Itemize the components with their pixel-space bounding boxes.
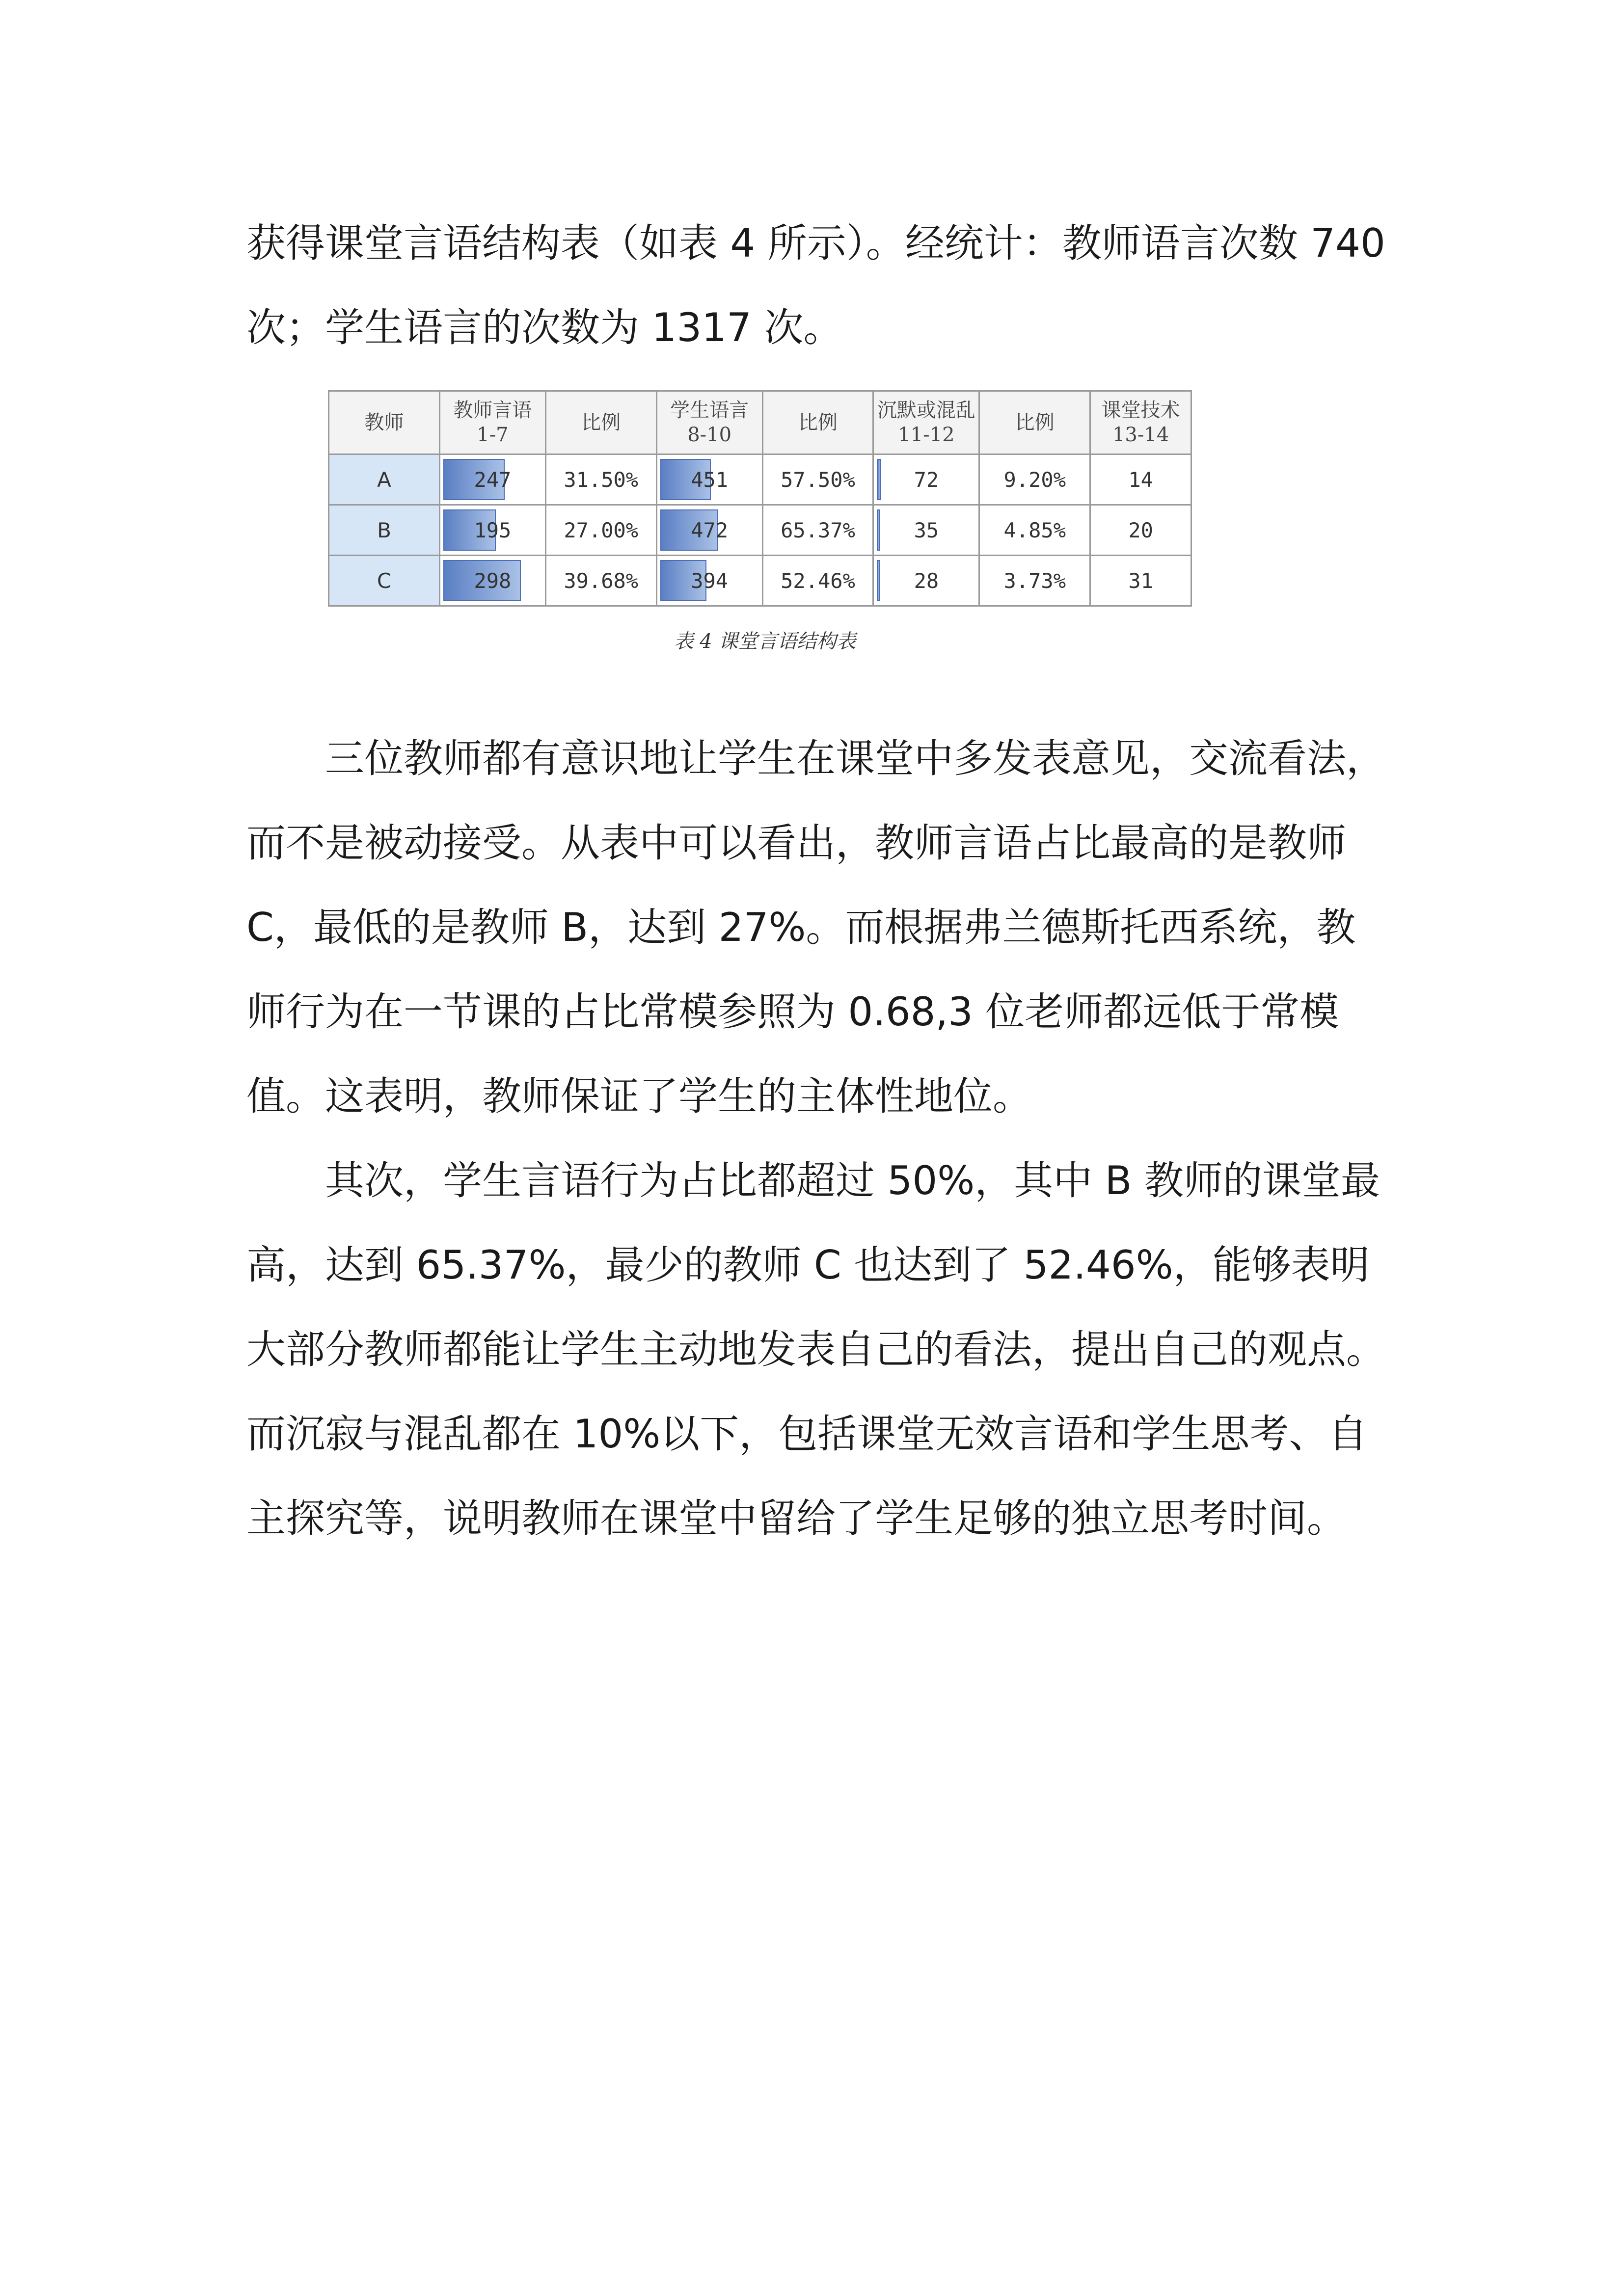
- cell-tech: 14: [1090, 454, 1191, 505]
- student-talk-value: 451: [691, 467, 729, 492]
- cell-teacher-talk: [439, 454, 545, 505]
- cell-ratio-3: 9.20%: [979, 454, 1090, 505]
- header-tech: [1090, 391, 1191, 454]
- teacher-talk-value: 298: [474, 568, 512, 593]
- cell-ratio-1: 27.00%: [545, 505, 656, 556]
- header-student-talk-label: 学生语言: [670, 399, 749, 422]
- header-tech-label: 课堂技术: [1101, 399, 1180, 422]
- silence-value: 28: [914, 568, 939, 593]
- header-ratio-2: 比例: [762, 391, 873, 454]
- cell-silence: [873, 454, 979, 505]
- header-student-talk: [656, 391, 762, 454]
- silence-bar: [877, 459, 881, 500]
- cell-student-talk: [656, 454, 762, 505]
- table-row: [329, 556, 1191, 606]
- cell-student-talk: [656, 556, 762, 606]
- paragraph-intro: 获得课堂言语结构表（如表 4 所示）。经统计：教师语言次数 740 次；学生语言的次数为 1317 次。: [246, 220, 1398, 350]
- silence-value: 35: [914, 518, 939, 542]
- table-caption: 表 4 课堂言语结构表: [674, 630, 856, 653]
- speech-structure-table: [328, 390, 1192, 607]
- header-student-talk-range: 8-10: [687, 424, 732, 446]
- cell-teacher: C: [329, 556, 440, 606]
- header-teacher-talk-range: 1-7: [477, 424, 509, 446]
- header-teacher: 教师: [329, 391, 440, 454]
- teacher-talk-value: 195: [474, 518, 512, 542]
- header-ratio-3: 比例: [979, 391, 1090, 454]
- header-teacher-talk: [439, 391, 545, 454]
- cell-student-talk: [656, 505, 762, 556]
- paragraph-teacher-analysis: 三位教师都有意识地让学生在课堂中多发表意见，交流看法，而不是被动接受。从表中可以看出，教师言语占比最高的是教师 C，最低的是教师 B，达到 27%。而根据弗兰德斯托西系统，教师行为在一节课的占比常模参照为 0.68,3 位老师都远低于常模值。这表明，教师保证了学生的主体性地位。: [246, 736, 1385, 1119]
- teacher-talk-value: 247: [474, 467, 512, 492]
- student-talk-value: 394: [691, 568, 729, 593]
- cell-tech: 20: [1090, 505, 1191, 556]
- header-tech-range: 13-14: [1112, 424, 1169, 446]
- cell-teacher: B: [329, 505, 440, 556]
- header-silence-range: 11-12: [898, 424, 955, 446]
- cell-ratio-1: 31.50%: [545, 454, 656, 505]
- cell-ratio-1: 39.68%: [545, 556, 656, 606]
- cell-ratio-3: 3.73%: [979, 556, 1090, 606]
- paragraph-student-analysis: 其次，学生言语行为占比都超过 50%，其中 B 教师的课堂最高，达到 65.37%，最少的教师 C 也达到了 52.46%，能够表明大部分教师都能让学生主动地发表自己的看法，提出自己的观点。而沉寂与混乱都在 10%以下，包括课堂无效言语和学生思考、自主探究等，说明教师在课堂中留给了学生足够的独立思考时间。: [246, 1158, 1385, 1541]
- cell-teacher-talk: [439, 556, 545, 606]
- table-header-row: [329, 391, 1191, 454]
- student-talk-value: 472: [691, 518, 729, 542]
- cell-teacher: A: [329, 454, 440, 505]
- header-ratio-1: 比例: [545, 391, 656, 454]
- cell-ratio-2: 65.37%: [762, 505, 873, 556]
- silence-bar: [877, 560, 880, 601]
- cell-tech: 31: [1090, 556, 1191, 606]
- cell-teacher-talk: [439, 505, 545, 556]
- silence-value: 72: [914, 467, 939, 492]
- cell-ratio-2: 57.50%: [762, 454, 873, 505]
- cell-silence: [873, 505, 979, 556]
- table-row: [329, 505, 1191, 556]
- table-row: [329, 454, 1191, 505]
- table-figure: [328, 390, 1202, 653]
- cell-ratio-3: 4.85%: [979, 505, 1090, 556]
- cell-ratio-2: 52.46%: [762, 556, 873, 606]
- header-silence: [873, 391, 979, 454]
- header-teacher-talk-label: 教师言语: [453, 399, 532, 422]
- cell-silence: [873, 556, 979, 606]
- header-silence-label: 沉默或混乱: [877, 399, 975, 422]
- silence-bar: [877, 509, 880, 551]
